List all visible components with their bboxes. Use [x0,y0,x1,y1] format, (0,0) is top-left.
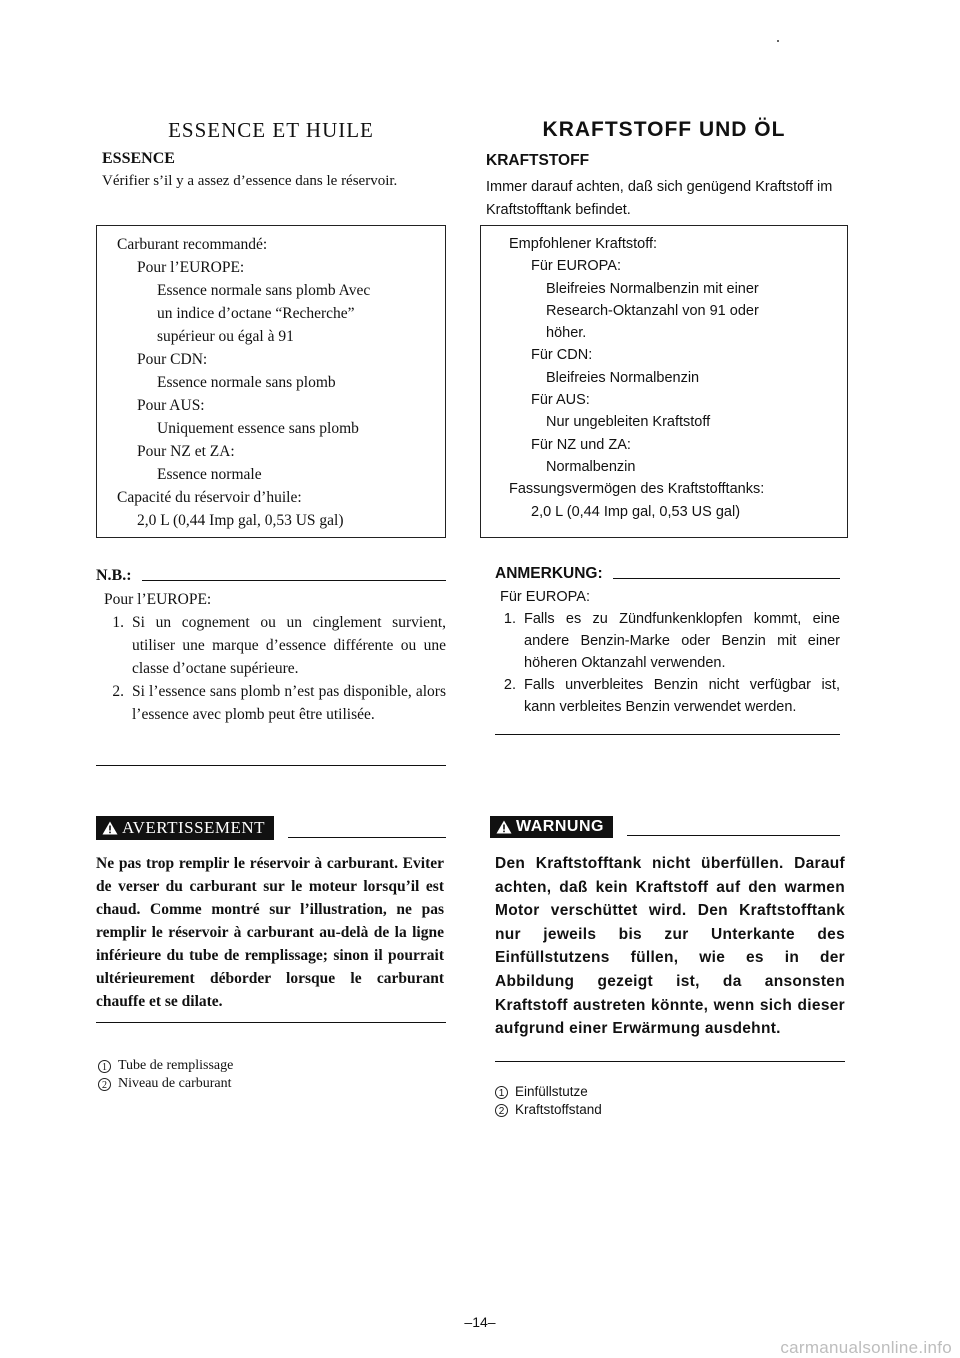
fr-spec-line: Carburant recommandé: [117,236,268,253]
fr-note-item-number: 1. [112,614,124,631]
fr-spec-list [117,233,445,532]
de-legend-text: Kraftstoffstand [515,1102,602,1117]
de-spec-line: Empfohlener Kraftstoff: [509,236,658,252]
fr-note-rule [142,580,446,581]
de-spec-line: höher. [546,325,587,342]
de-note-label: ANMERKUNG: [495,565,603,582]
de-spec-line: Nur ungebleiten Kraftstoff [546,414,711,431]
fr-spec-box [96,225,446,538]
speck-dot [777,40,779,42]
fr-legend-item [98,1057,233,1075]
de-spec-line: Fassungsvermögen des Kraftstofftanks: [509,481,765,498]
de-spec-line: Für NZ und ZA: [531,436,631,453]
de-warning-end-rule [495,1061,845,1062]
de-spec-line: Für AUS: [531,392,590,409]
fr-note-header [96,567,446,585]
fr-spec-line: Essence normale [157,466,262,483]
de-legend-text: Einfüllstutze [515,1084,588,1099]
fr-spec-line: Essence normale sans plomb Avec [157,282,371,299]
fr-spec-line: Capacité du réservoir d’huile: [117,489,302,506]
fr-note-item-text: Si un cognement ou un cinglement survient, utiliser une marque d’essence différente ou une classe d’octane supérieure. [132,614,446,677]
fr-spec-line: supérieur ou égal à 91 [157,328,294,345]
fr-legend-number: 2 [98,1078,111,1091]
fr-note-end-rule [96,765,446,766]
fr-note-lead: Pour l’EUROPE: [104,591,212,608]
de-spec-line: 2,0 L (0,44 Imp gal, 0,53 US gal) [531,503,741,520]
de-note-rule [613,578,840,579]
fr-legend-number: 1 [98,1060,111,1073]
de-note-item-number: 2. [503,677,516,693]
fr-legend-item [98,1075,233,1093]
watermark: carmanualsonline.info [780,1338,952,1357]
fr-spec-line: Uniquement essence sans plomb [157,420,359,437]
de-spec-line: Bleifreies Normalbenzin [546,369,700,386]
de-note-header [495,565,840,583]
fr-note-item [104,680,446,726]
de-spec-list [509,233,847,523]
de-spec-line: Für CDN: [531,347,593,364]
de-warning-rule [627,835,840,836]
fr-warning-label: AVERTISSEMENT [122,818,266,837]
fr-note-label: N.B.: [96,567,132,584]
de-legend-item [495,1101,602,1119]
de-note-body [500,586,840,718]
fr-spec-line: un indice d’octane “Recherche” [157,305,355,322]
de-warning-header [490,816,840,838]
fr-legend-text: Niveau de carburant [118,1076,232,1091]
fr-spec-line: Pour CDN: [137,351,208,368]
fr-spec-line: Essence normale sans plomb [157,374,336,391]
fr-legend-text: Tube de remplissage [118,1058,234,1073]
fr-warning-header [96,816,446,840]
de-note-item-text: Falls es zu Zündfunkenklopfen kommt, eine andere Benzin-Marke oder Benzin mit einer höheren Oktanzahl verwenden. [524,611,840,671]
de-spec-line: Research-Oktanzahl von 91 oder [546,302,759,319]
de-note-item [500,608,840,674]
de-spec-box [480,225,848,538]
de-warning-text: Den Kraftstofftank nicht überfüllen. Darauf achten, daß kein Kraftstoff auf den warmen Motor verschüttet wird. Den Kraftstofftank nur jeweils bis zur Unterkante des Einfüllstutzens füllen, wie es in der Abbildung gezeigt ist, da ansonsten Kraftstoff austreten könnte, wenn sich dieser aufgrund einer Erwärmung ausdehnt. [495,855,845,1038]
de-figure-legend [495,1083,602,1119]
fr-warning-badge [96,816,274,840]
fr-note-item [104,611,446,680]
de-legend-number: 1 [495,1086,508,1099]
fr-note-item-text: Si l’essence sans plomb n’est pas disponible, alors l’essence avec plomb peut être utilisée. [132,683,446,723]
de-intro-text: Immer darauf achten, daß sich genügend Kraftstoff im Kraftstofftank befindet. [486,179,833,218]
de-note-item [500,674,840,718]
de-note-lead: Für EUROPA: [500,589,590,605]
de-warning-label: WARNUNG [516,818,604,835]
warning-triangle-icon [102,821,118,835]
de-warning-badge [490,816,613,838]
page-number: –14– [464,1314,496,1330]
de-subsection-title: KRAFTSTOFF [486,152,590,169]
de-spec-line: Normalbenzin [546,458,636,475]
de-spec-line: Bleifreies Normalbenzin mit einer [546,280,759,297]
fr-spec-line: Pour AUS: [137,397,205,414]
fr-figure-legend [98,1057,233,1093]
fr-warning-text: Ne pas trop remplir le réservoir à carburant. Eviter de verser du carburant sur le moteur lorsqu’il est chaud. Comme montré sur l’illustration, ne pas remplir le réservoir à carburant au-delà de la ligne inférieure du tube de remplissage; sinon il pourrait ultérieurement déborder lorsque le carburant chauffe et se dilate. [96,855,444,1010]
fr-spec-line: Pour NZ et ZA: [137,443,235,460]
de-note-item-number: 1. [503,611,516,627]
fr-warning-end-rule [96,1022,446,1023]
fr-spec-line: 2,0 L (0,44 Imp gal, 0,53 US gal) [137,512,344,529]
warning-triangle-icon [496,820,512,834]
de-spec-line: Für EUROPA: [531,258,621,275]
fr-section-title: ESSENCE ET HUILE [168,118,374,142]
fr-warning-rule [288,837,446,838]
de-section-title: KRAFTSTOFF UND ÖL [542,118,786,141]
de-note-item-text: Falls unverbleites Benzin nicht verfügbar ist, kann verbleites Benzin verwendet werden. [524,677,840,715]
fr-note-body [104,588,446,726]
fr-note-item-number: 2. [112,683,124,700]
fr-spec-line: Pour l’EUROPE: [137,259,245,276]
de-legend-number: 2 [495,1104,508,1117]
de-note-end-rule [495,734,840,735]
fr-intro-text: Vérifier s’il y a assez d’essence dans le réservoir. [102,173,398,189]
de-legend-item [495,1083,602,1101]
fr-subsection-title: ESSENCE [102,150,175,167]
